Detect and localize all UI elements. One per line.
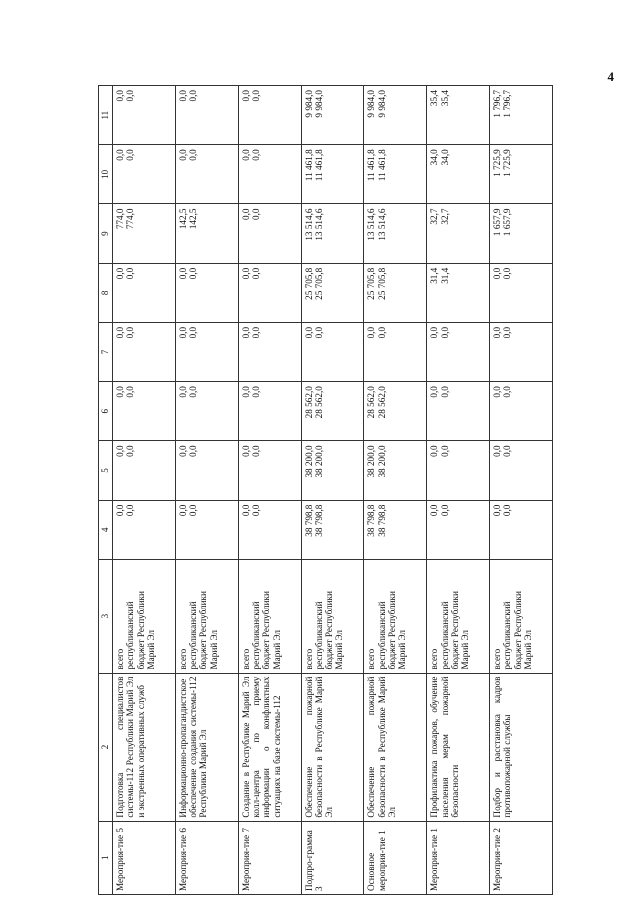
funding-source-line: всего <box>115 648 125 670</box>
value-line: 0,0 <box>125 386 136 398</box>
value-line: 0,0 <box>250 445 261 457</box>
value-line: 0,0 <box>177 445 188 457</box>
value-cell-col-9 <box>175 204 238 263</box>
funding-source-line: бюджет Республики <box>198 591 209 670</box>
value-cell-col-7 <box>490 322 553 381</box>
value-line: 38 200,0 <box>313 445 324 478</box>
value-cell-col-5 <box>364 441 427 500</box>
funding-source-line: Марий Эл <box>522 630 533 670</box>
funding-source-line: республиканский <box>376 601 387 670</box>
value-cell-col-10 <box>301 145 364 204</box>
value-line: 0,0 <box>240 90 251 102</box>
value-cell-col-5 <box>490 441 553 500</box>
value-line: 31,4 <box>429 267 440 284</box>
row-code: Мероприя-тие 1 <box>427 821 490 894</box>
value-line: 0,0 <box>502 445 513 457</box>
value-line: 0,0 <box>492 445 503 457</box>
value-cell-col-10 <box>364 145 427 204</box>
value-cell-col-7 <box>301 322 364 381</box>
value-line: 0,0 <box>125 504 136 517</box>
budget-table <box>98 85 553 895</box>
value-line: 28 562,0 <box>303 386 314 419</box>
funding-source <box>175 559 238 673</box>
value-line: 1 796,7 <box>502 90 513 118</box>
value-line: 0,0 <box>439 504 450 517</box>
value-line: 142,5 <box>177 208 188 230</box>
table-header-row <box>99 86 113 895</box>
value-cell-col-4 <box>490 500 553 559</box>
value-cell-col-6 <box>490 382 553 441</box>
value-line: 0,0 <box>502 504 513 517</box>
value-line: 0,0 <box>240 208 251 220</box>
value-cell-col-11 <box>301 86 364 145</box>
funding-source-line: республиканский <box>188 601 199 670</box>
funding-source <box>364 559 427 673</box>
value-line: 34,0 <box>439 149 450 166</box>
row-title: Обеспечение пожарной безопасности в Республике Марий Эл <box>364 673 427 821</box>
value-line: 11 461,8 <box>376 149 387 182</box>
row-code: Мероприя-тие 5 <box>113 821 176 894</box>
value-line: 0,0 <box>125 267 136 280</box>
value-line: 31,4 <box>439 267 450 284</box>
row-title: Профилактика пожаров, обучение населения мерам пожарной безопасности <box>427 673 490 821</box>
funding-source <box>427 559 490 673</box>
value-line: 0,0 <box>366 326 377 339</box>
value-line: 0,0 <box>115 326 125 339</box>
table-row <box>301 86 364 895</box>
value-line: 0,0 <box>188 90 199 102</box>
row-code: Мероприя-тие 2 <box>490 821 553 894</box>
value-line: 0,0 <box>439 445 450 457</box>
value-cell-col-9 <box>301 204 364 263</box>
row-title: Информационно-пропагандистское обеспечение создания системы-112 Республики Марий Эл <box>175 673 238 821</box>
value-line: 1 657,9 <box>492 208 503 237</box>
funding-source-line: всего <box>429 648 440 670</box>
value-cell-col-11 <box>238 86 301 145</box>
value-line: 0,0 <box>250 386 261 398</box>
funding-source-line: Марий Эл <box>397 630 408 670</box>
value-line: 9 984,0 <box>366 90 377 118</box>
column-header-6: 6 <box>99 382 113 441</box>
value-cell-col-10 <box>427 145 490 204</box>
value-line: 0,0 <box>188 386 199 398</box>
value-line: 35,4 <box>439 90 450 107</box>
value-line: 0,0 <box>188 326 199 339</box>
value-line: 0,0 <box>250 149 261 161</box>
row-title: Подбор и расстановка кадров противопожарной службы <box>490 673 553 821</box>
funding-source-line: Марий Эл <box>334 630 345 670</box>
value-cell-col-10 <box>113 145 176 204</box>
value-line: 38 798,8 <box>366 504 377 537</box>
value-cell-col-8 <box>238 263 301 322</box>
value-line: 0,0 <box>429 386 440 398</box>
value-line: 38 798,8 <box>303 504 314 537</box>
value-cell-col-4 <box>301 500 364 559</box>
value-line: 0,0 <box>240 326 251 339</box>
row-title: Подготовка специалистов системы-112 Республики Марий Эл и экстренных оперативных служб <box>113 673 176 821</box>
funding-source-line: бюджет Республики <box>135 591 146 670</box>
value-line: 35,4 <box>429 90 440 107</box>
funding-source-line: всего <box>240 648 251 670</box>
value-cell-col-10 <box>238 145 301 204</box>
value-line: 0,0 <box>240 386 251 398</box>
value-line: 0,0 <box>439 326 450 339</box>
value-line: 0,0 <box>429 504 440 517</box>
value-cell-col-11 <box>490 86 553 145</box>
value-cell-col-9 <box>427 204 490 263</box>
value-line: 0,0 <box>188 445 199 457</box>
value-line: 9 984,0 <box>313 90 324 118</box>
value-cell-col-11 <box>364 86 427 145</box>
value-line: 0,0 <box>429 445 440 457</box>
value-line: 28 562,0 <box>366 386 377 419</box>
column-header-7: 7 <box>99 322 113 381</box>
row-code: Основное мероприя-тие 1 <box>364 821 427 894</box>
funding-source-line: бюджет Республики <box>386 591 397 670</box>
value-line: 0,0 <box>115 90 125 102</box>
column-header-3: 3 <box>99 559 113 673</box>
value-cell-col-8 <box>175 263 238 322</box>
funding-source-line: Марий Эл <box>208 630 219 670</box>
value-line: 0,0 <box>177 504 188 517</box>
table-row <box>238 86 301 895</box>
value-cell-col-6 <box>238 382 301 441</box>
value-cell-col-7 <box>113 322 176 381</box>
value-line: 0,0 <box>429 326 440 339</box>
value-cell-col-9 <box>238 204 301 263</box>
value-line: 9 984,0 <box>303 90 314 118</box>
funding-source-line: республиканский <box>439 601 450 670</box>
funding-source-line: всего <box>303 648 314 670</box>
column-header-10: 10 <box>99 145 113 204</box>
value-line: 25 705,8 <box>313 267 324 300</box>
funding-source-line: бюджет Республики <box>261 591 272 670</box>
value-line: 0,0 <box>439 386 450 398</box>
value-cell-col-4 <box>364 500 427 559</box>
value-cell-col-5 <box>301 441 364 500</box>
value-line: 0,0 <box>115 386 125 398</box>
value-cell-col-5 <box>113 441 176 500</box>
value-line: 25 705,8 <box>303 267 314 300</box>
table-row <box>113 86 176 895</box>
value-line: 0,0 <box>502 326 513 339</box>
value-line: 0,0 <box>250 504 261 517</box>
value-line: 38 200,0 <box>376 445 387 478</box>
value-line: 11 461,8 <box>303 149 314 182</box>
value-line: 0,0 <box>125 326 136 339</box>
value-cell-col-7 <box>427 322 490 381</box>
value-line: 0,0 <box>492 267 503 280</box>
value-cell-col-6 <box>113 382 176 441</box>
column-header-8: 8 <box>99 263 113 322</box>
value-line: 774,0 <box>115 208 125 230</box>
value-line: 0,0 <box>492 386 503 398</box>
value-cell-col-4 <box>238 500 301 559</box>
value-line: 0,0 <box>250 326 261 339</box>
value-cell-col-4 <box>175 500 238 559</box>
table-row <box>490 86 553 895</box>
value-cell-col-6 <box>427 382 490 441</box>
value-line: 0,0 <box>313 326 324 339</box>
value-cell-col-8 <box>113 263 176 322</box>
value-line: 11 461,8 <box>366 149 377 182</box>
table-row <box>364 86 427 895</box>
value-cell-col-6 <box>364 382 427 441</box>
value-line: 13 514,6 <box>376 208 387 241</box>
funding-source-line: Марий Эл <box>460 630 471 670</box>
row-title: Создание в Республике Марий Эл колл-центра по приему информации о конфликтных ситуациях на базе системы-112 <box>238 673 301 821</box>
funding-source-line: бюджет Республики <box>324 591 335 670</box>
value-line: 0,0 <box>240 267 251 280</box>
value-cell-col-11 <box>427 86 490 145</box>
value-cell-col-9 <box>364 204 427 263</box>
column-header-9: 9 <box>99 204 113 263</box>
funding-source-line: республиканский <box>502 601 513 670</box>
value-line: 34,0 <box>429 149 440 166</box>
rotated-page-content <box>98 85 553 895</box>
value-cell-col-7 <box>175 322 238 381</box>
value-cell-col-9 <box>113 204 176 263</box>
column-header-4: 4 <box>99 500 113 559</box>
value-line: 0,0 <box>303 326 314 339</box>
funding-source <box>301 559 364 673</box>
value-line: 0,0 <box>188 504 199 517</box>
value-line: 0,0 <box>115 504 125 517</box>
funding-source <box>113 559 176 673</box>
column-header-1: 1 <box>99 821 113 894</box>
value-line: 28 562,0 <box>313 386 324 419</box>
value-line: 774,0 <box>125 208 136 230</box>
value-cell-col-8 <box>490 263 553 322</box>
value-line: 0,0 <box>376 326 387 339</box>
value-cell-col-10 <box>490 145 553 204</box>
value-line: 13 514,6 <box>313 208 324 241</box>
value-line: 38 200,0 <box>366 445 377 478</box>
value-line: 38 200,0 <box>303 445 314 478</box>
funding-source-line: всего <box>366 648 377 670</box>
funding-source-line: республиканский <box>125 601 136 670</box>
value-cell-col-8 <box>301 263 364 322</box>
value-line: 0,0 <box>188 149 199 161</box>
value-cell-col-11 <box>113 86 176 145</box>
value-cell-col-7 <box>238 322 301 381</box>
value-cell-col-7 <box>364 322 427 381</box>
value-cell-col-5 <box>175 441 238 500</box>
value-cell-col-6 <box>175 382 238 441</box>
column-header-11: 11 <box>99 86 113 145</box>
funding-source-line: всего <box>177 648 188 670</box>
value-cell-col-4 <box>113 500 176 559</box>
value-line: 0,0 <box>250 90 261 102</box>
value-line: 0,0 <box>250 267 261 280</box>
value-cell-col-5 <box>427 441 490 500</box>
value-line: 0,0 <box>125 149 136 161</box>
funding-source-line: республиканский <box>313 601 324 670</box>
value-line: 0,0 <box>115 149 125 161</box>
page-number: 4 <box>607 69 614 84</box>
value-line: 1 796,7 <box>492 90 503 118</box>
value-line: 0,0 <box>492 326 503 339</box>
value-cell-col-11 <box>175 86 238 145</box>
value-cell-col-9 <box>490 204 553 263</box>
table-row <box>175 86 238 895</box>
funding-source-line: всего <box>492 648 503 670</box>
value-line: 0,0 <box>188 267 199 280</box>
value-line: 1 725,9 <box>492 149 503 177</box>
value-line: 9 984,0 <box>376 90 387 118</box>
value-line: 0,0 <box>492 504 503 517</box>
value-cell-col-10 <box>175 145 238 204</box>
row-code: Мероприя-тие 6 <box>175 821 238 894</box>
value-line: 0,0 <box>177 90 188 102</box>
value-line: 0,0 <box>502 386 513 398</box>
value-line: 32,7 <box>429 208 440 225</box>
funding-source-line: бюджет Республики <box>449 591 460 670</box>
value-line: 13 514,6 <box>303 208 314 241</box>
row-code: Подпро-грамма 3 <box>301 821 364 894</box>
funding-source-line: бюджет Республики <box>512 591 523 670</box>
value-cell-col-5 <box>238 441 301 500</box>
value-line: 0,0 <box>177 267 188 280</box>
column-header-5: 5 <box>99 441 113 500</box>
row-title: Обеспечение пожарной безопасности в Республике Марий Эл <box>301 673 364 821</box>
value-line: 11 461,8 <box>313 149 324 182</box>
funding-source-line: Марий Эл <box>271 630 282 670</box>
value-cell-col-6 <box>301 382 364 441</box>
funding-source-line: республиканский <box>250 601 261 670</box>
value-cell-col-8 <box>364 263 427 322</box>
value-line: 0,0 <box>125 90 136 102</box>
value-line: 25 705,8 <box>366 267 377 300</box>
funding-source <box>238 559 301 673</box>
value-line: 0,0 <box>177 149 188 161</box>
funding-source <box>490 559 553 673</box>
value-line: 0,0 <box>250 208 261 220</box>
value-cell-col-8 <box>427 263 490 322</box>
value-line: 1 657,9 <box>502 208 513 237</box>
value-line: 0,0 <box>177 386 188 398</box>
column-header-2: 2 <box>99 673 113 821</box>
value-cell-col-4 <box>427 500 490 559</box>
value-line: 0,0 <box>115 445 125 457</box>
value-line: 32,7 <box>439 208 450 225</box>
value-line: 13 514,6 <box>366 208 377 241</box>
value-line: 142,5 <box>188 208 199 230</box>
value-line: 0,0 <box>240 445 251 457</box>
value-line: 0,0 <box>502 267 513 280</box>
value-line: 1 725,9 <box>502 149 513 177</box>
value-line: 0,0 <box>240 504 251 517</box>
table-row <box>427 86 490 895</box>
value-line: 38 798,8 <box>376 504 387 537</box>
funding-source-line: Марий Эл <box>145 630 156 670</box>
value-line: 28 562,0 <box>376 386 387 419</box>
row-code: Мероприя-тие 7 <box>238 821 301 894</box>
value-line: 0,0 <box>115 267 125 280</box>
value-line: 0,0 <box>125 445 136 457</box>
value-line: 0,0 <box>177 326 188 339</box>
value-line: 0,0 <box>240 149 251 161</box>
value-line: 25 705,8 <box>376 267 387 300</box>
value-line: 38 798,8 <box>313 504 324 537</box>
